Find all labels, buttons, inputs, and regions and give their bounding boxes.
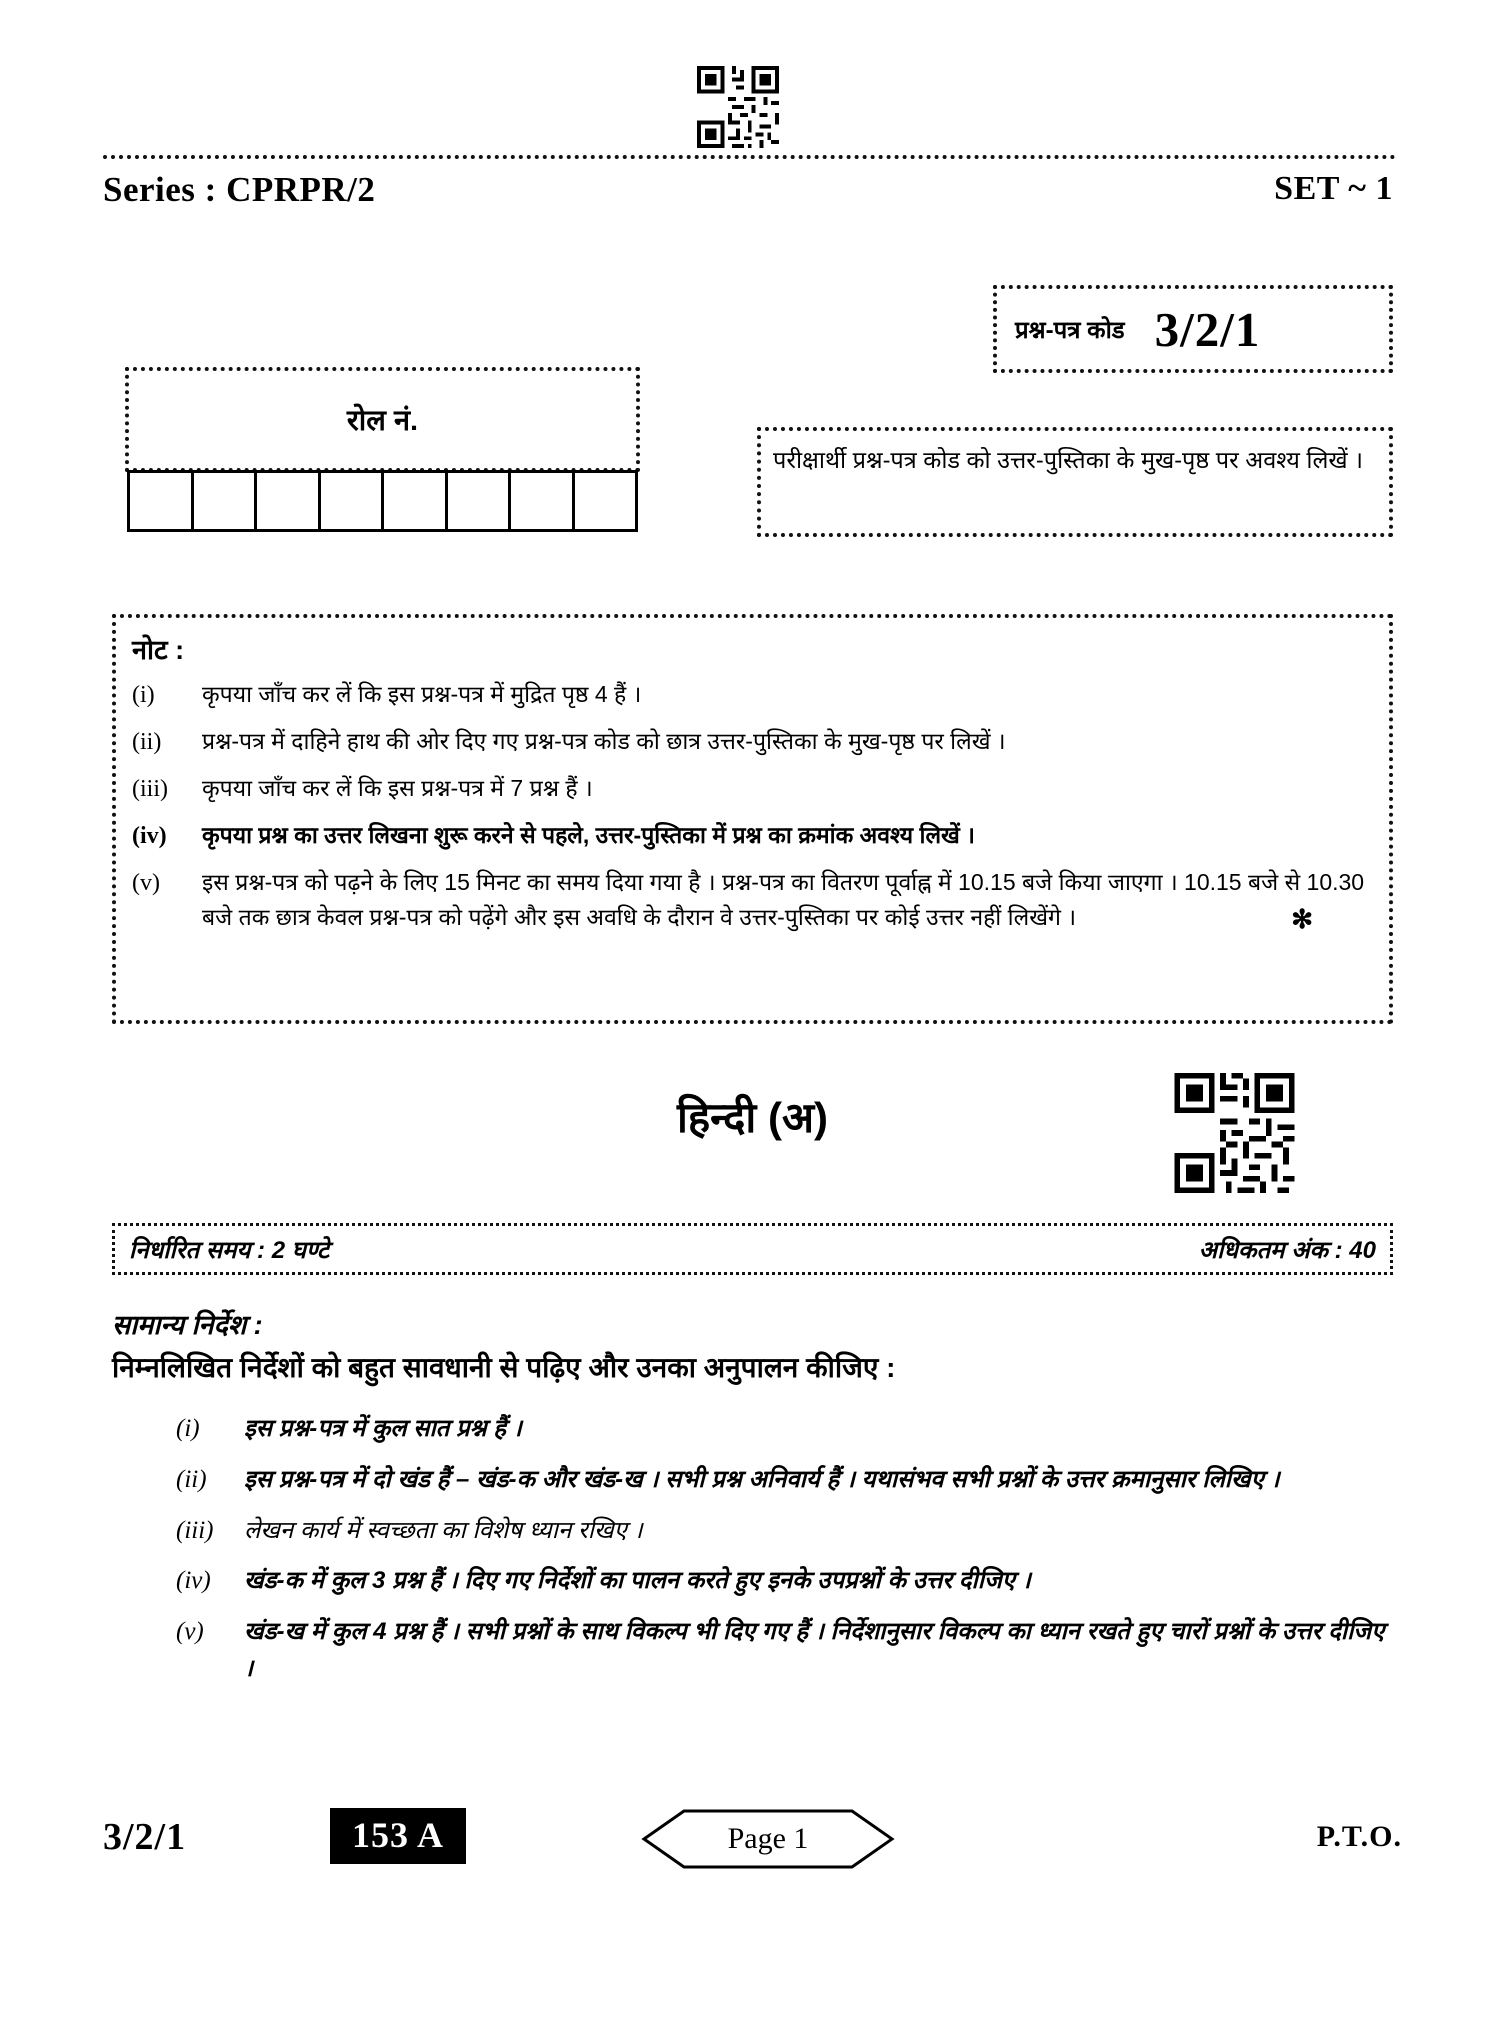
series-label: Series : CPRPR/2 bbox=[103, 170, 376, 209]
note-item bbox=[132, 677, 1373, 713]
qr-code-top-icon bbox=[697, 66, 779, 148]
general-instruction-number: (ii) bbox=[176, 1465, 207, 1493]
roll-number-label: रोल नं. bbox=[346, 405, 419, 437]
note-item bbox=[132, 771, 1373, 807]
note-title: नोट : bbox=[132, 635, 185, 665]
question-paper-code-value: 3/2/1 bbox=[1154, 301, 1261, 357]
question-paper-code-box bbox=[993, 285, 1393, 373]
general-instruction-number: (iii) bbox=[176, 1516, 214, 1544]
note-item-text: कृपया जाँच कर लें कि इस प्रश्न-पत्र में मुद्रित पृष्ठ 4 हैं । bbox=[202, 681, 642, 707]
general-instruction-number: (iv) bbox=[176, 1567, 211, 1595]
note-item-text: कृपया प्रश्न का उत्तर लिखना शुरू करने से पहले, उत्तर-पुस्तिका में प्रश्न का क्रमांक अवश्य लिखें । bbox=[202, 822, 975, 848]
roll-number-cell[interactable] bbox=[321, 473, 385, 529]
general-instruction-text: इस प्रश्न-पत्र में कुल सात प्रश्न हैं । bbox=[244, 1415, 522, 1442]
note-box bbox=[112, 614, 1393, 1024]
header-divider bbox=[103, 155, 1396, 159]
page-title: हिन्दी (अ) bbox=[676, 1094, 829, 1141]
roll-number-cell[interactable] bbox=[130, 473, 194, 529]
roll-number-cell[interactable] bbox=[194, 473, 258, 529]
general-instructions-subtitle: निम्नलिखित निर्देशों को बहुत सावधानी से पढ़िए और उनका अनुपालन कीजिए : bbox=[112, 1352, 896, 1383]
note-item bbox=[132, 724, 1373, 760]
note-item-number: (iii) bbox=[132, 776, 168, 802]
note-item-text bbox=[202, 865, 1373, 939]
note-item-text: प्रश्न-पत्र में दाहिने हाथ की ओर दिए गए प्रश्न-पत्र कोड को छात्र उत्तर-पुस्तिका के मुख-पृष्ठ पर लिखें । bbox=[202, 728, 1006, 754]
footer-batch-badge: 153 A bbox=[330, 1808, 466, 1864]
note-item-number: (i) bbox=[132, 682, 155, 708]
maximum-marks: अधिकतम अंक : 40 bbox=[1198, 1236, 1376, 1264]
footer-paper-code: 3/2/1 bbox=[103, 1816, 187, 1858]
time-marks-bar bbox=[112, 1223, 1393, 1275]
note-item bbox=[132, 865, 1373, 939]
roll-number-box bbox=[125, 367, 640, 472]
note-item-number: (iv) bbox=[132, 823, 167, 849]
general-instructions-list bbox=[176, 1410, 1396, 1699]
roll-number-cells[interactable] bbox=[127, 470, 638, 532]
footer-page-number: Page 1 bbox=[727, 1822, 809, 1855]
roll-number-cell[interactable] bbox=[257, 473, 321, 529]
general-instruction-text: लेखन कार्य में स्वच्छता का विशेष ध्यान रखिए । bbox=[244, 1516, 643, 1544]
general-instruction-item bbox=[176, 1461, 1396, 1500]
general-instruction-item bbox=[176, 1613, 1396, 1687]
general-instruction-item bbox=[176, 1512, 1396, 1551]
roll-number-cell[interactable] bbox=[384, 473, 448, 529]
note-item-text-body: इस प्रश्न-पत्र को पढ़ने के लिए 15 मिनट का समय दिया गया है । प्रश्न-पत्र का वितरण पूर्वाह्न में 10.15 बजे किया जाएगा । 10.15 बजे से 10.30 बजे तक छात्र केवल प्रश्न-पत्र को पढ़ेंगे और इस अवधि के दौरान वे उत्तर-पुस्तिका पर कोई उत्तर नहीं लिखेंगे । bbox=[202, 869, 1365, 930]
general-instruction-text: खंड-ख में कुल 4 प्रश्न हैं । सभी प्रश्नों के साथ विकल्प भी दिए गए हैं । निर्देशानुसार विकल्प का ध्यान रखते हुए चारों प्रश्नों के उत्तर दीजिए । bbox=[244, 1618, 1385, 1683]
roll-number-cell[interactable] bbox=[448, 473, 512, 529]
note-item-number: (ii) bbox=[132, 729, 162, 755]
general-instruction-number: (i) bbox=[176, 1415, 200, 1442]
write-code-note-box bbox=[757, 427, 1393, 537]
question-paper-code-label: प्रश्न-पत्र कोड bbox=[1015, 316, 1125, 344]
asterisk-icon: ✻ bbox=[1291, 903, 1313, 934]
roll-number-cell[interactable] bbox=[575, 473, 636, 529]
general-instructions-title: सामान्य निर्देश : bbox=[112, 1310, 263, 1340]
note-item-number: (v) bbox=[132, 870, 160, 896]
general-instruction-item bbox=[176, 1562, 1396, 1601]
write-code-note-text: परीक्षार्थी प्रश्न-पत्र कोड को उत्तर-पुस्तिका के मुख-पृष्ठ पर अवश्य लिखें । bbox=[773, 447, 1364, 473]
general-instruction-item bbox=[176, 1410, 1396, 1449]
general-instruction-number: (v) bbox=[176, 1618, 204, 1645]
set-label: SET ~ 1 bbox=[1274, 170, 1393, 207]
footer-pto: P.T.O. bbox=[1316, 1820, 1402, 1853]
note-item-text: कृपया जाँच कर लें कि इस प्रश्न-पत्र में 7 प्रश्न हैं । bbox=[202, 775, 593, 801]
general-instruction-text: इस प्रश्न-पत्र में दो खंड हैं – खंड-क और खंड-ख । सभी प्रश्न अनिवार्य हैं । यथासंभव सभी प्रश्नों के उत्तर क्रमानुसार लिखिए । bbox=[244, 1465, 1280, 1493]
qr-code-middle-icon bbox=[1167, 1073, 1302, 1193]
roll-number-cell[interactable] bbox=[511, 473, 575, 529]
note-item bbox=[132, 818, 1373, 854]
allotted-time: निर्धारित समय : 2 घण्टे bbox=[129, 1236, 330, 1264]
general-instruction-text: खंड-क में कुल 3 प्रश्न हैं । दिए गए निर्देशों का पालन करते हुए इनके उपप्रश्नों के उत्तर दीजिए । bbox=[244, 1567, 1031, 1595]
